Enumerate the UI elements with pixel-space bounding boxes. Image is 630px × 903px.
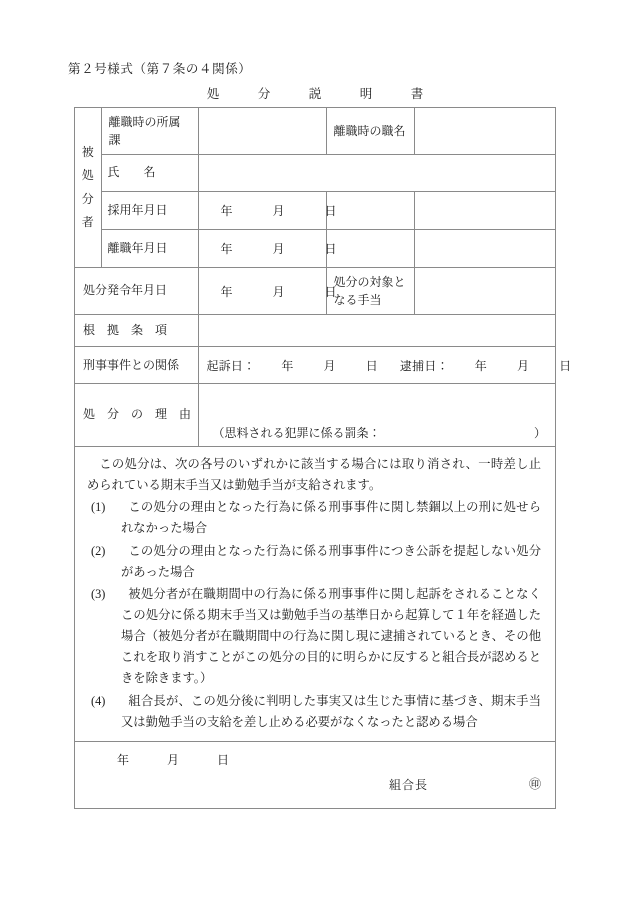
hire-date-label: 採用年月日 bbox=[107, 202, 168, 217]
name-value-field[interactable] bbox=[198, 155, 556, 192]
table-row-retire-date bbox=[75, 230, 556, 268]
clause-text-2: この処分の理由となった行為に係る刑事事件につき公訴を提起しない処分があった場合 bbox=[121, 543, 541, 579]
form-number: 第２号様式（第７条の４関係） bbox=[68, 62, 252, 76]
signer-title: 組合長 bbox=[389, 777, 429, 792]
table-row-reason bbox=[75, 384, 556, 447]
signature-year: 年 bbox=[117, 752, 130, 767]
hire-date-extra-field-2[interactable] bbox=[414, 192, 556, 230]
retire-date-month: 月 bbox=[272, 242, 285, 256]
hire-date-day: 日 bbox=[324, 204, 337, 218]
allowance-value-field[interactable] bbox=[414, 268, 556, 315]
seal-icon: ㊞ bbox=[528, 776, 541, 791]
indictment-day: 日 bbox=[365, 358, 378, 373]
hire-date-year: 年 bbox=[220, 204, 233, 218]
table-row-legal-basis bbox=[75, 315, 556, 347]
retire-date-extra-field[interactable] bbox=[326, 230, 414, 268]
spine-char-2: 処 bbox=[81, 168, 94, 183]
retire-date-extra-field-2[interactable] bbox=[414, 230, 556, 268]
retire-date-field[interactable] bbox=[198, 230, 337, 268]
explanatory-text-section bbox=[75, 446, 555, 741]
hire-date-month: 月 bbox=[272, 204, 285, 218]
reason-label: 処 分 の 理 由 bbox=[83, 407, 192, 422]
clause-item-2 bbox=[87, 541, 541, 583]
arrest-date-label: 逮捕日： bbox=[399, 358, 449, 373]
reason-value-field[interactable] bbox=[198, 384, 556, 447]
position-label: 離職時の職名 bbox=[333, 124, 406, 138]
clause-text-1: この処分の理由となった行為に係る刑事事件に関し禁錮以上の刑に処せられなかった場合 bbox=[121, 500, 541, 536]
allowance-label: 処分の対象となる手当 bbox=[333, 275, 406, 307]
form-table bbox=[75, 108, 572, 446]
table-row-department bbox=[75, 108, 556, 155]
disposition-date-year: 年 bbox=[220, 284, 233, 299]
reason-note-close: ） bbox=[533, 426, 546, 440]
hire-date-extra-field[interactable] bbox=[326, 192, 414, 230]
table-row-disposition-date bbox=[75, 268, 556, 315]
department-label: 離職時の所属 課 bbox=[108, 115, 193, 147]
page-title: 処 分 説 明 書 bbox=[206, 87, 437, 101]
clause-number-3: (3) bbox=[91, 586, 106, 601]
clause-number-1: (1) bbox=[91, 500, 106, 515]
retire-date-label: 離職年月日 bbox=[107, 240, 168, 255]
intro-paragraph: この処分は、次の各号のいずれかに該当する場合には取り消され、一時差し止められている期末手当又は勤勉手当が支給されます。 bbox=[87, 457, 541, 493]
signature-section bbox=[75, 741, 555, 808]
form-frame bbox=[74, 107, 572, 809]
disposition-date-day: 日 bbox=[324, 284, 337, 299]
arrest-month: 月 bbox=[516, 358, 530, 373]
disposition-date-month: 月 bbox=[272, 284, 285, 299]
retire-date-year: 年 bbox=[220, 242, 233, 256]
table-row-hire-date bbox=[75, 192, 556, 230]
table-row-name bbox=[75, 155, 556, 192]
criminal-case-field[interactable] bbox=[198, 347, 572, 384]
clause-text-3: 被処分者が在職期間中の行為に係る刑事事件に関し起訴をされることなくこの処分に係る期末手当又は勤勉手当の基準日から起算して１年を経過した場合（被処分者が在職期間中の行為に関し現に逮捕されているとき、その他これを取り消すことがこの処分の目的に明らかに反すると組合長が認めるときを除きます。） bbox=[121, 586, 541, 686]
disposition-date-label: 処分発令年月日 bbox=[83, 283, 168, 298]
spine-char-1: 被 bbox=[81, 144, 94, 159]
clause-item-3 bbox=[87, 584, 541, 690]
clause-number-4: (4) bbox=[91, 693, 106, 708]
retire-date-day: 日 bbox=[324, 242, 337, 256]
legal-basis-value-field[interactable] bbox=[198, 315, 556, 347]
hire-date-field[interactable] bbox=[198, 192, 337, 230]
reason-penal-note bbox=[213, 424, 547, 441]
disposition-date-field[interactable] bbox=[198, 268, 337, 315]
subject-spine-label bbox=[75, 108, 101, 268]
table-row-criminal-case bbox=[75, 347, 556, 384]
legal-basis-label: 根 拠 条 項 bbox=[83, 322, 168, 337]
department-value-field[interactable] bbox=[198, 108, 326, 155]
indictment-date-label: 起訴日： bbox=[206, 358, 256, 373]
clause-text-4: 組合長が、この処分後に判明した事実又は生じた事情に基づき、期末手当又は勤勉手当の支給を差し止める必要がなくなったと認める場合 bbox=[121, 693, 541, 729]
signature-day: 日 bbox=[217, 752, 230, 767]
reason-note-open: （思料される犯罪に係る罰条： bbox=[212, 426, 381, 440]
criminal-case-label: 刑事事件との関係 bbox=[83, 358, 180, 372]
arrest-day: 日 bbox=[559, 358, 572, 373]
indictment-month: 月 bbox=[323, 358, 336, 373]
indictment-year: 年 bbox=[281, 358, 294, 373]
name-label: 氏 名 bbox=[107, 165, 156, 180]
clause-item-1 bbox=[87, 497, 541, 539]
position-value-field[interactable] bbox=[414, 108, 556, 155]
arrest-year: 年 bbox=[474, 358, 487, 373]
clause-item-4 bbox=[87, 691, 541, 733]
clause-number-2: (2) bbox=[91, 543, 106, 558]
signature-month: 月 bbox=[167, 752, 180, 767]
spine-char-4: 者 bbox=[81, 214, 94, 229]
spine-char-3: 分 bbox=[81, 191, 94, 206]
signature-date-field[interactable] bbox=[117, 751, 229, 768]
